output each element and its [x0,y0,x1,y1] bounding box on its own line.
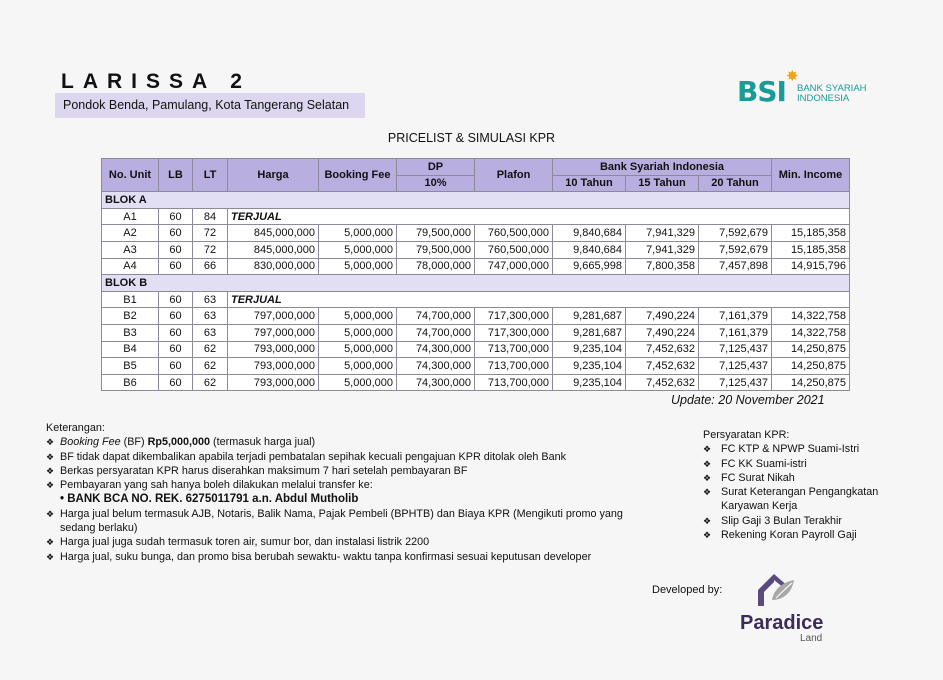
cell-booking-fee: 5,000,000 [319,241,397,258]
cell-harga: 830,000,000 [228,258,319,275]
cell-unit: B4 [102,341,159,358]
list-item [46,464,646,478]
note-item [46,435,646,449]
col-harga: Harga [228,159,319,192]
cell-lb: 60 [159,208,193,225]
booking-fee-rest: (termasuk harga jual) [210,436,316,449]
bullet-icon: ❖ [703,487,712,498]
bullet-icon: ❖ [46,465,55,476]
cell-15-tahun: 7,490,224 [626,324,699,341]
cell-harga: 797,000,000 [228,308,319,325]
list-item [46,450,646,464]
bullet-icon: ❖ [46,508,55,519]
bullet-icon: ❖ [703,444,712,455]
cell-dp: 79,500,000 [397,225,475,242]
list-item [46,478,646,492]
bank-account-line: • BANK BCA NO. REK. 6275011791 a.n. Abdul Mutholib [60,493,359,506]
bullet-icon: ❖ [46,537,55,548]
col-15-tahun: 15 Tahun [626,175,699,192]
list-item [46,507,646,536]
bsi-logo-text [797,84,887,104]
table-row [102,308,850,325]
list-item [703,471,923,485]
list-item [703,442,923,456]
developed-by-label: Developed by: [652,584,723,596]
col-plafon: Plafon [475,159,553,192]
cell-booking-fee: 5,000,000 [319,225,397,242]
cell-unit: B6 [102,374,159,391]
cell-15-tahun: 7,452,632 [626,374,699,391]
cell-lt: 63 [193,324,228,341]
cell-min-income: 15,185,358 [772,225,850,242]
pricelist-table [101,158,850,391]
cell-lb: 60 [159,324,193,341]
bsi-logo-mark: BSI [737,75,786,108]
cell-dp: 74,300,000 [397,374,475,391]
cell-plafon: 713,700,000 [475,358,553,375]
bullet-icon: ❖ [46,551,55,562]
keterangan-title: Keterangan: [46,422,105,434]
cell-booking-fee: 5,000,000 [319,374,397,391]
list-item-text: Slip Gaji 3 Bulan Terakhir [721,514,843,527]
cell-plafon: 717,300,000 [475,308,553,325]
pricelist-body [102,192,850,391]
table-row [102,258,850,275]
star-icon: ✸ [786,68,799,85]
cell-15-tahun: 7,941,329 [626,225,699,242]
cell-10-tahun: 9,235,104 [553,374,626,391]
cell-unit: B1 [102,291,159,308]
cell-harga: 797,000,000 [228,324,319,341]
cell-harga: 793,000,000 [228,374,319,391]
cell-dp: 74,700,000 [397,308,475,325]
list-item [703,528,923,542]
table-row [102,291,850,308]
cell-unit: B2 [102,308,159,325]
cell-lb: 60 [159,258,193,275]
table-row [102,358,850,375]
cell-min-income: 14,250,875 [772,358,850,375]
cell-terjual: TERJUAL [228,291,850,308]
cell-lt: 62 [193,341,228,358]
booking-fee-abbr: (BF) [120,436,148,449]
cell-lb: 60 [159,308,193,325]
col-dp-percent: 10% [397,175,475,192]
booking-fee-amount: Rp5,000,000 [147,436,211,449]
cell-20-tahun: 7,161,379 [699,324,772,341]
cell-lt: 66 [193,258,228,275]
cell-15-tahun: 7,490,224 [626,308,699,325]
list-item-text: Harga jual belum termasuk AJB, Notaris, Balik Nama, Pajak Pembeli (BPHTB) dan Biaya KPR (Mengikuti promo yang sedang berlaku) [60,507,623,535]
cell-dp: 74,700,000 [397,324,475,341]
cell-20-tahun: 7,457,898 [699,258,772,275]
cell-dp: 78,000,000 [397,258,475,275]
blok-label: BLOK B [102,275,850,292]
cell-terjual: TERJUAL [228,208,850,225]
cell-min-income: 14,250,875 [772,341,850,358]
cell-plafon: 747,000,000 [475,258,553,275]
cell-lt: 62 [193,374,228,391]
list-item-text: FC KTP & NPWP Suami-Istri [721,443,860,456]
cell-15-tahun: 7,452,632 [626,358,699,375]
col-min-income: Min. Income [772,159,850,192]
booking-fee-note [60,435,315,449]
cell-min-income: 14,322,758 [772,308,850,325]
page-heading: PRICELIST & SIMULASI KPR [387,131,556,145]
bullet-icon: ❖ [46,451,55,462]
list-item [46,535,646,549]
col-lt: LT [193,159,228,192]
update-date: Update: 20 November 2021 [671,393,825,407]
col-booking-fee: Booking Fee [319,159,397,192]
cell-unit: A3 [102,241,159,258]
cell-20-tahun: 7,125,437 [699,374,772,391]
list-item-text: Harga jual juga sudah termasuk toren air, sumur bor, dan instalasi listrik 2200 [60,536,430,549]
cell-20-tahun: 7,592,679 [699,241,772,258]
list-item-text: Pembayaran yang sah hanya boleh dilakukan melalui transfer ke: [60,479,373,492]
table-row [102,225,850,242]
cell-lb: 60 [159,341,193,358]
bsi-text-line1: BANK SYARIAH [797,83,867,94]
col-lb: LB [159,159,193,192]
cell-harga: 845,000,000 [228,241,319,258]
cell-harga: 845,000,000 [228,225,319,242]
cell-lb: 60 [159,291,193,308]
cell-plafon: 717,300,000 [475,324,553,341]
cell-booking-fee: 5,000,000 [319,308,397,325]
cell-20-tahun: 7,161,379 [699,308,772,325]
list-item-text: Berkas persyaratan KPR harus diserahkan maksimum 7 hari setelah pembayaran BF [60,464,468,477]
cell-harga: 793,000,000 [228,358,319,375]
cell-10-tahun: 9,235,104 [553,341,626,358]
list-item-text: Harga jual, suku bunga, dan promo bisa berubah sewaktu- waktu tanpa konfirmasi sesuai keputusan developer [60,550,592,563]
cell-plafon: 713,700,000 [475,341,553,358]
list-item [703,485,923,514]
cell-10-tahun: 9,840,684 [553,241,626,258]
bullet-icon: ❖ [46,480,55,491]
cell-lb: 60 [159,225,193,242]
cell-booking-fee: 5,000,000 [319,358,397,375]
paradice-house-icon [754,570,798,610]
cell-20-tahun: 7,125,437 [699,341,772,358]
col-bank-group: Bank Syariah Indonesia [553,159,772,176]
cell-dp: 74,300,000 [397,341,475,358]
list-item-text: Rekening Koran Payroll Gaji [721,529,857,542]
col-no-unit: No. Unit [102,159,159,192]
paradice-name: Paradice [740,612,824,634]
blok-row [102,192,850,209]
list-item [703,457,923,471]
cell-10-tahun: 9,665,998 [553,258,626,275]
cell-lb: 60 [159,241,193,258]
cell-unit: A1 [102,208,159,225]
cell-unit: A2 [102,225,159,242]
paradice-logo [740,570,850,650]
cell-10-tahun: 9,235,104 [553,358,626,375]
project-title: LARISSA 2 [61,70,251,93]
cell-15-tahun: 7,800,358 [626,258,699,275]
cell-min-income: 14,250,875 [772,374,850,391]
keterangan-notes [46,421,646,564]
cell-20-tahun: 7,125,437 [699,358,772,375]
cell-lt: 62 [193,358,228,375]
cell-lt: 72 [193,241,228,258]
cell-booking-fee: 5,000,000 [319,341,397,358]
cell-unit: B3 [102,324,159,341]
booking-fee-term: Booking Fee [60,436,121,449]
table-row [102,341,850,358]
bullet-icon: ❖ [703,472,712,483]
list-item-text: FC KK Suami-istri [721,457,807,470]
cell-dp: 79,500,000 [397,241,475,258]
cell-lb: 60 [159,358,193,375]
list-item-text: Surat Keterangan Pengangkatan Karyawan Kerja [721,486,879,513]
persyaratan-kpr [703,428,923,542]
cell-15-tahun: 7,941,329 [626,241,699,258]
cell-10-tahun: 9,281,687 [553,324,626,341]
cell-lt: 72 [193,225,228,242]
bullet-icon: ❖ [46,437,55,448]
cell-unit: B5 [102,358,159,375]
table-row [102,374,850,391]
cell-lt: 84 [193,208,228,225]
cell-min-income: 14,915,796 [772,258,850,275]
bsi-logo [737,67,877,111]
cell-lb: 60 [159,374,193,391]
persyaratan-title: Persyaratan KPR: [703,429,790,441]
col-20-tahun: 20 Tahun [699,175,772,192]
col-10-tahun: 10 Tahun [553,175,626,192]
cell-harga: 793,000,000 [228,341,319,358]
persyaratan-list [703,442,923,542]
cell-min-income: 14,322,758 [772,324,850,341]
bullet-icon: ❖ [703,515,712,526]
blok-row [102,275,850,292]
list-item-text: FC Surat Nikah [721,471,795,484]
cell-min-income: 15,185,358 [772,241,850,258]
cell-plafon: 713,700,000 [475,374,553,391]
cell-10-tahun: 9,281,687 [553,308,626,325]
note-list-2 [46,507,646,564]
table-row [102,208,850,225]
cell-booking-fee: 5,000,000 [319,258,397,275]
list-item [703,514,923,528]
cell-10-tahun: 9,840,684 [553,225,626,242]
cell-unit: A4 [102,258,159,275]
cell-lt: 63 [193,291,228,308]
bsi-text-line2: INDONESIA [797,93,850,104]
bullet-icon: ❖ [703,530,712,541]
list-item-text: BF tidak dapat dikembalikan apabila terjadi pembatalan sepihak kecuali pengajuan KPR ditolak oleh Bank [60,450,566,463]
cell-booking-fee: 5,000,000 [319,324,397,341]
paradice-sub: Land [800,633,823,644]
col-dp: DP [397,159,475,176]
cell-20-tahun: 7,592,679 [699,225,772,242]
cell-plafon: 760,500,000 [475,225,553,242]
cell-plafon: 760,500,000 [475,241,553,258]
note-list [46,450,646,493]
list-item [46,550,646,564]
table-row [102,324,850,341]
cell-15-tahun: 7,452,632 [626,341,699,358]
table-row [102,241,850,258]
cell-dp: 74,300,000 [397,358,475,375]
project-location: Pondok Benda, Pamulang, Kota Tangerang Selatan [63,98,350,112]
bullet-icon: ❖ [703,458,712,469]
blok-label: BLOK A [102,192,850,209]
cell-lt: 63 [193,308,228,325]
